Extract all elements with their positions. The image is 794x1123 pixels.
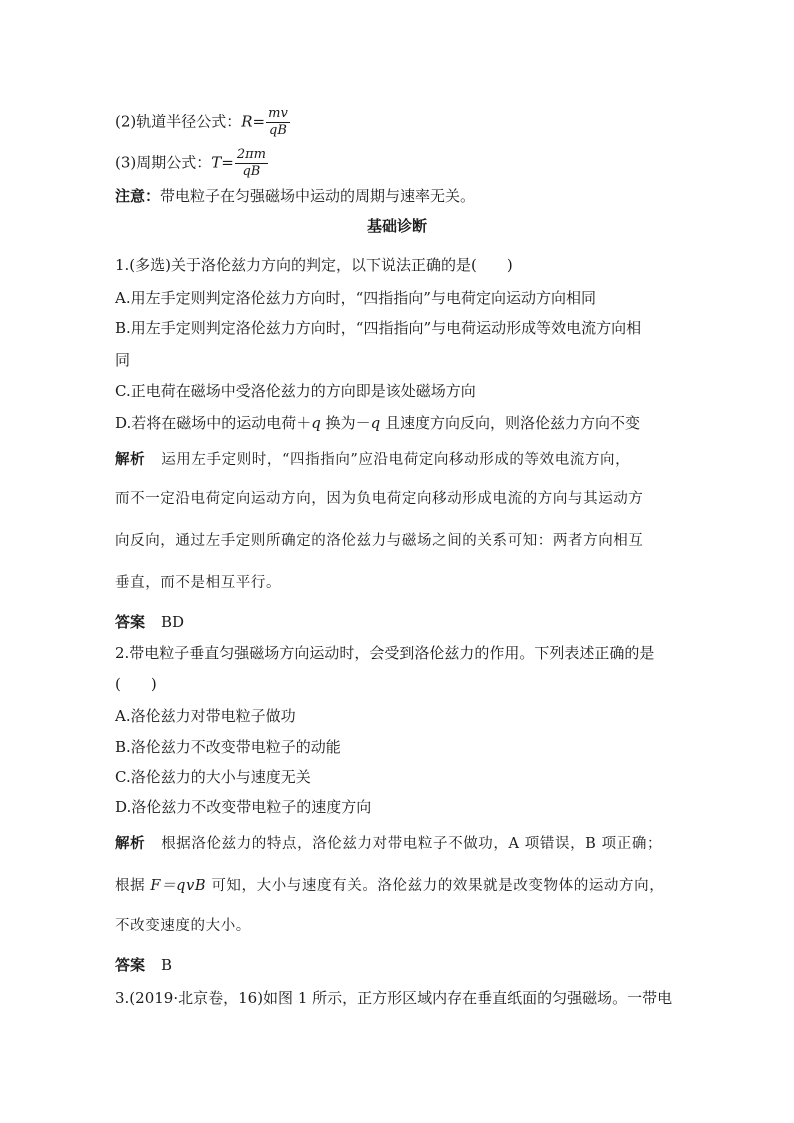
radius-denominator: qB	[266, 122, 290, 139]
charge-symbol: q	[370, 414, 381, 432]
period-fraction	[235, 147, 268, 180]
note-text: 带电粒子在匀强磁场中运动的周期与速率无关。	[160, 187, 476, 205]
q3-stem: 3.(2019·北京卷，16)如图 1 所示，正方形区域内存在垂直纸面的匀强磁场。一带电	[115, 989, 673, 1007]
q2-answer: B	[161, 956, 173, 974]
q1-option-d-post: 且速度方向反向，则洛伦兹力方向不变	[380, 414, 641, 432]
q1-option-a: A.用左手定则判定洛伦兹力方向时，“四指指向”与电荷定向运动方向相同	[115, 289, 596, 307]
radius-formula	[115, 106, 291, 139]
radius-symbol: R	[241, 112, 253, 131]
q1-answer: BD	[161, 613, 185, 631]
period-symbol: T	[211, 153, 222, 172]
equals-sign: =	[252, 112, 266, 131]
q2-analysis-line3: 不改变速度的大小。	[115, 918, 251, 934]
q1-option-d-mid: 换为－	[320, 414, 371, 432]
q2-answer-line	[115, 955, 172, 975]
analysis-label: 解析	[115, 451, 146, 468]
q1-stem: 1.(多选)关于洛伦兹力方向的判定，以下说法正确的是( )	[115, 256, 513, 274]
q1-option-c: C.正电荷在磁场中受洛伦兹力的方向即是该处磁场方向	[115, 382, 476, 400]
period-denominator: qB	[235, 163, 268, 180]
q2-analysis-line2	[115, 876, 664, 896]
q1-analysis-line4: 垂直，而不是相互平行。	[115, 575, 282, 591]
charge-symbol: q	[311, 414, 321, 432]
q1-answer-line	[115, 612, 184, 632]
equals-sign: =	[221, 153, 234, 172]
q2-analysis-post: 可知，大小与速度有关。洛伦兹力的效果就是改变物体的运动方向，	[206, 878, 665, 894]
q1-analysis-line2: 而不一定沿电荷定向运动方向，因为负电荷定向移动形成电流的方向与其运动方	[115, 491, 644, 507]
answer-label: 答案	[115, 613, 146, 631]
q1-analysis-line3: 向反向，通过左手定则所确定的洛伦兹力与磁场之间的关系可知：两者方向相互	[115, 533, 644, 549]
q1-option-b-line1: B.用左手定则判定洛伦兹力方向时，“四指指向”与电荷运动形成等效电流方向相	[115, 319, 642, 337]
lorentz-force-formula: F＝qvB	[150, 878, 207, 894]
q2-analysis-line1	[115, 834, 662, 854]
q1-analysis-line1	[115, 450, 630, 470]
q1-option-b-line2: 同	[115, 351, 131, 369]
q2-option-b: B.洛伦兹力不改变带电粒子的动能	[115, 738, 341, 756]
q1-analysis-text1: 运用左手定则时，“四指指向”应沿电荷定向移动形成的等效电流方向，	[161, 452, 631, 468]
q2-option-a: A.洛伦兹力对带电粒子做功	[115, 707, 296, 725]
q1-option-d	[115, 413, 640, 433]
q2-analysis-text1: 根据洛伦兹力的特点，洛伦兹力对带电粒子不做功，A 项错误，B 项正确；	[161, 836, 663, 852]
q2-stem: 2.带电粒子垂直匀强磁场方向运动时，会受到洛伦兹力的作用。下列表述正确的是	[115, 644, 655, 662]
period-numerator: 2πm	[236, 147, 266, 162]
radius-fraction	[266, 106, 290, 139]
q2-paren: ( )	[115, 675, 157, 693]
note-label: 注意：	[115, 187, 161, 205]
radius-numerator: mv	[268, 106, 288, 121]
radius-formula-label: (2)轨道半径公式：	[115, 112, 242, 131]
q2-option-d: D.洛伦兹力不改变带电粒子的速度方向	[115, 798, 372, 816]
period-formula-label: (3)周期公式：	[115, 153, 212, 172]
section-title: 基础诊断	[366, 217, 427, 235]
q2-option-c: C.洛伦兹力的大小与速度无关	[115, 768, 311, 786]
period-formula	[115, 147, 269, 180]
answer-label: 答案	[115, 956, 146, 974]
note-line	[115, 186, 475, 206]
q2-analysis-pre: 根据	[115, 878, 151, 894]
analysis-label: 解析	[115, 835, 146, 852]
q1-option-d-pre: D.若将在磁场中的运动电荷＋	[115, 414, 312, 432]
